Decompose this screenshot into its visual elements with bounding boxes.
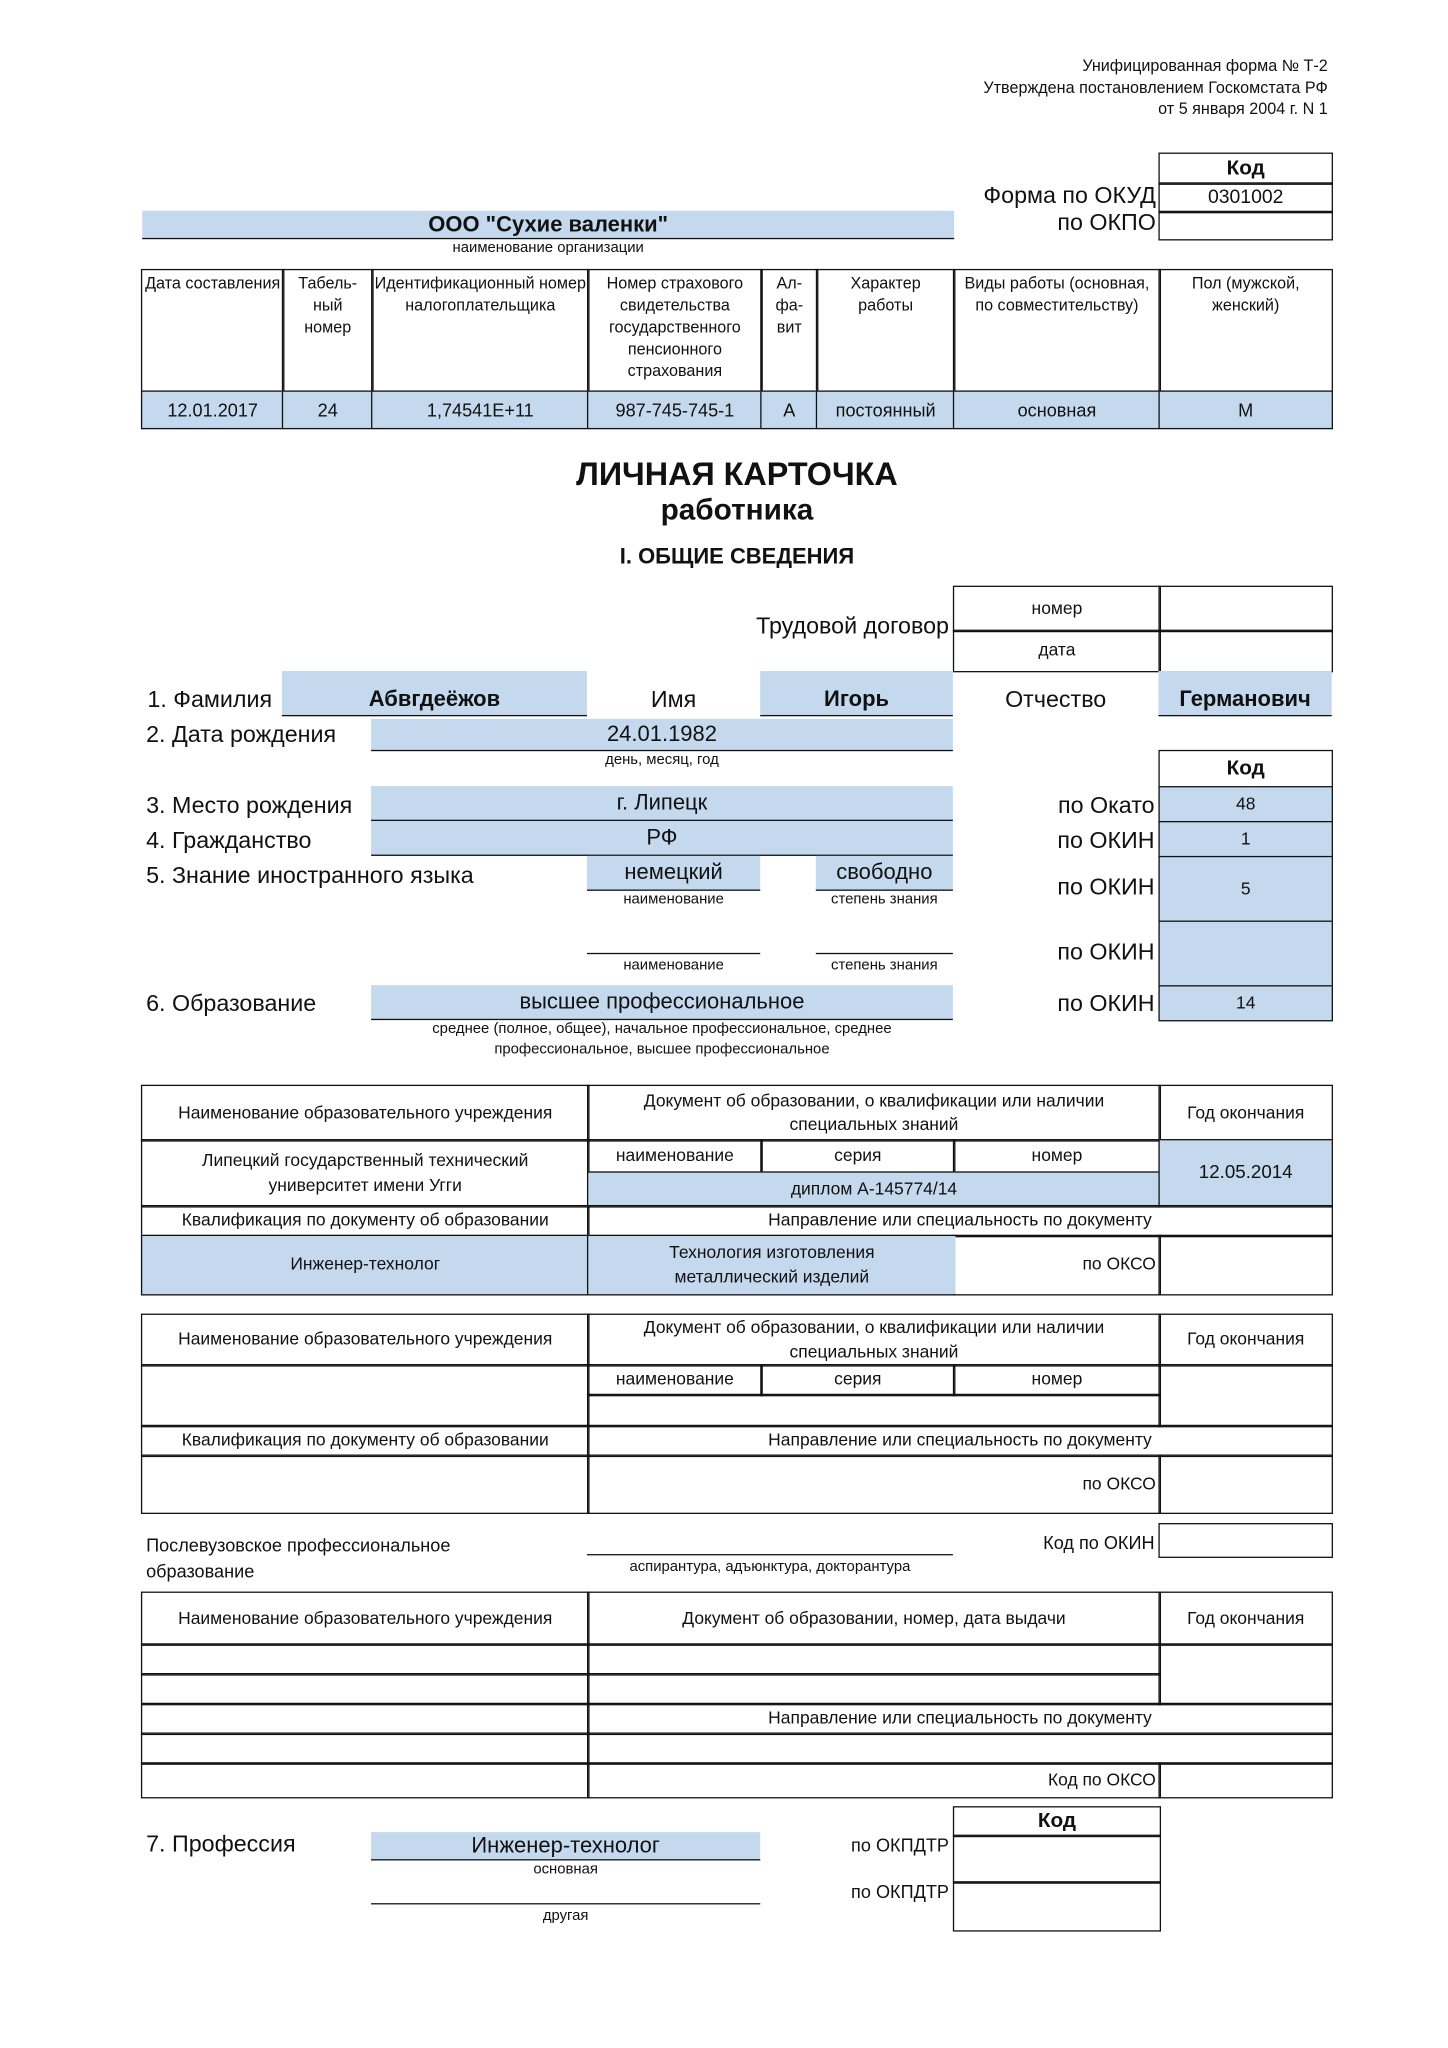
pg-okso-code[interactable] — [1158, 1762, 1333, 1798]
pg-row4-left[interactable] — [141, 1732, 590, 1764]
postgrad-field[interactable] — [587, 1554, 953, 1555]
surname-label: 1. Фамилия — [147, 686, 273, 713]
edu2-okso-label: по ОКСО — [587, 1455, 1161, 1514]
language-okin-label: по ОКИН — [1057, 874, 1155, 900]
edu1-header-institution: Наименование образовательного учреждения — [141, 1085, 590, 1142]
okpo-label: по ОКПО — [1057, 209, 1156, 236]
edu1-header-qualification: Квалификация по документу об образовании — [141, 1205, 590, 1237]
birthplace-field[interactable]: г. Липецк — [371, 786, 953, 821]
edu1-sub-number: номер — [953, 1139, 1161, 1174]
edu2-year[interactable] — [1158, 1364, 1333, 1427]
language-label: 5. Знание иностранного языка — [146, 862, 474, 889]
pg-header-institution: Наименование образовательного учреждения — [141, 1592, 590, 1646]
edu1-qualification[interactable]: Инженер-технолог — [141, 1235, 590, 1296]
header-snils: Номер страхового свидетельства государственного пенсионного страхования — [587, 269, 763, 393]
postgrad-label-line1: Послевузовское профессиональное — [146, 1534, 451, 1556]
profession-main-field[interactable]: Инженер-технолог — [371, 1832, 760, 1860]
citizenship-label: 4. Гражданство — [146, 827, 312, 854]
organization-caption: наименование организации — [452, 240, 644, 256]
edu2-institution[interactable] — [141, 1364, 590, 1427]
pg-year[interactable] — [1158, 1643, 1333, 1705]
form-approval-note — [983, 56, 1327, 120]
value-inn[interactable]: 1,74541E+11 — [371, 390, 590, 429]
postgrad-okin-label: Код по ОКИН — [1043, 1532, 1155, 1553]
education-label: 6. Образование — [146, 990, 317, 1017]
okpdtr-code-2[interactable] — [953, 1881, 1161, 1931]
okpdtr-label-2: по ОКПДТР — [851, 1881, 949, 1902]
name-field[interactable]: Игорь — [760, 671, 953, 716]
value-gender[interactable]: М — [1158, 390, 1333, 429]
pg-row1-document[interactable] — [587, 1643, 1161, 1675]
header-gender: Пол (мужской, женский) — [1158, 269, 1333, 393]
card-title: ЛИЧНАЯ КАРТОЧКА — [576, 456, 898, 493]
edu2-header-institution: Наименование образовательного учреждения — [141, 1314, 590, 1367]
contract-number[interactable] — [1158, 586, 1333, 633]
profession-label: 7. Профессия — [146, 1830, 296, 1857]
postgrad-caption: аспирантура, адъюнктура, докторантура — [629, 1559, 911, 1575]
postgrad-okin-code[interactable] — [1158, 1523, 1333, 1558]
patronymic-field[interactable]: Германович — [1158, 671, 1331, 716]
header-work-character: Характер работы — [816, 269, 956, 393]
edu2-sub-series: серия — [760, 1364, 955, 1396]
education-caption-2: профессиональное, высшее профессиональное — [494, 1042, 830, 1058]
profession-main-caption: основная — [533, 1861, 598, 1878]
pg-header-year: Год окончания — [1158, 1592, 1333, 1646]
edu1-specialty[interactable]: Технология изготовления металлический изделий — [587, 1235, 955, 1296]
edu1-institution[interactable]: Липецкий государственный технический университет имени Угги — [141, 1139, 590, 1208]
pg-row2-document[interactable] — [587, 1673, 1161, 1705]
okpo-code[interactable] — [1158, 211, 1333, 241]
okato-code[interactable]: 48 — [1158, 786, 1333, 823]
citizenship-code[interactable]: 1 — [1158, 821, 1333, 858]
edu2-okso-code[interactable] — [1158, 1455, 1333, 1514]
okpdtr-label-1: по ОКПДТР — [851, 1834, 949, 1856]
edu2-document[interactable] — [587, 1394, 1161, 1428]
language2-name-caption: наименование — [623, 958, 724, 974]
header-inn: Идентификационный номер налогоплательщика — [371, 269, 590, 393]
edu1-okso-code[interactable] — [1158, 1235, 1333, 1296]
language-name-caption: наименование — [623, 892, 724, 908]
header-tab-number: Табель-ный номер — [282, 269, 374, 393]
language-level-caption: степень знания — [831, 892, 938, 908]
approval-date: от 5 января 2004 г. N 1 — [1158, 99, 1328, 118]
pg-row1-institution[interactable] — [141, 1643, 590, 1675]
pg-okso-label: Код по ОКСО — [587, 1762, 1161, 1798]
edu1-header-year: Год окончания — [1158, 1085, 1333, 1142]
profession-other-caption: другая — [542, 1908, 589, 1924]
patronymic-label: Отчество — [1005, 686, 1107, 713]
education-caption-1: среднее (полное, общее), начальное профессиональное, среднее — [432, 1021, 892, 1037]
pg-row5-left[interactable] — [141, 1762, 590, 1798]
value-work-character[interactable]: постоянный — [816, 390, 956, 429]
education-okin-label: по ОКИН — [1057, 990, 1155, 1017]
header-date: Дата составления — [141, 269, 285, 393]
edu2-qualification[interactable] — [141, 1455, 590, 1514]
okato-label: по Окато — [1057, 792, 1155, 819]
language2-name-line[interactable] — [587, 953, 760, 954]
citizenship-field[interactable]: РФ — [371, 821, 953, 856]
language2-code[interactable] — [1158, 921, 1333, 988]
edu1-sub-name: наименование — [587, 1139, 763, 1174]
edu2-header-year: Год окончания — [1158, 1314, 1333, 1367]
okpdtr-code-1[interactable] — [953, 1835, 1161, 1884]
postgrad-label — [146, 1532, 450, 1584]
okud-code: 0301002 — [1158, 182, 1333, 213]
pg-row3-left[interactable] — [141, 1703, 590, 1735]
okud-label: Форма по ОКУД — [983, 182, 1156, 209]
contract-date[interactable] — [1158, 630, 1333, 673]
value-tab-number[interactable]: 24 — [282, 390, 374, 429]
education-code[interactable]: 14 — [1158, 985, 1333, 1021]
name-label: Имя — [650, 686, 697, 713]
language1-code[interactable]: 5 — [1158, 856, 1333, 923]
pg-specialty[interactable] — [587, 1732, 1333, 1764]
edu1-okso-label: по ОКСО — [953, 1235, 1161, 1296]
contract-date-label: дата — [953, 630, 1161, 673]
header-work-type: Виды работы (основная, по совместительству) — [953, 269, 1161, 393]
language-level-field[interactable]: свободно — [816, 856, 953, 891]
pg-header-document: Документ об образовании, номер, дата выдачи — [587, 1592, 1161, 1646]
language2-level-line[interactable] — [816, 953, 953, 954]
surname-field[interactable]: Абвгдеёжов — [282, 671, 587, 716]
approval-line: Утверждена постановлением Госкомстата РФ — [983, 78, 1328, 97]
section-title: I. ОБЩИЕ СВЕДЕНИЯ — [619, 544, 855, 569]
code-header: Код — [1158, 153, 1333, 185]
edu2-sub-number: номер — [953, 1364, 1161, 1396]
profession-other-field[interactable] — [371, 1903, 760, 1904]
pg-header-specialty: Направление или специальность по документу — [587, 1703, 1333, 1735]
birth-label: 2. Дата рождения — [146, 721, 337, 748]
value-work-type[interactable]: основная — [953, 390, 1161, 429]
value-alphabet[interactable]: А — [760, 390, 818, 429]
language-name-field[interactable]: немецкий — [587, 856, 760, 891]
edu2-sub-name: наименование — [587, 1364, 763, 1396]
birth-date-field[interactable]: 24.01.1982 — [371, 719, 953, 751]
edu1-header-specialty: Направление или специальность по документу — [587, 1205, 1333, 1237]
organization-name[interactable]: ООО "Сухие валенки" — [142, 211, 954, 239]
birthplace-label: 3. Место рождения — [146, 792, 353, 819]
value-snils[interactable]: 987-745-745-1 — [587, 390, 763, 429]
header-alphabet: Ал-фа-вит — [760, 269, 818, 393]
postgrad-label-line2: образование — [146, 1560, 255, 1582]
form-number: Унифицированная форма № Т-2 — [1082, 56, 1328, 75]
edu1-header-document: Документ об образовании, о квалификации или наличии специальных знаний — [587, 1085, 1161, 1142]
edu2-header-qualification: Квалификация по документу об образовании — [141, 1425, 590, 1457]
card-subtitle: работника — [660, 492, 814, 527]
edu2-header-specialty: Направление или специальность по документу — [587, 1425, 1333, 1457]
person-code-header: Код — [1158, 750, 1333, 789]
citizenship-okin-label: по ОКИН — [1057, 827, 1155, 854]
pg-row2-institution[interactable] — [141, 1673, 590, 1705]
value-date[interactable]: 12.01.2017 — [141, 390, 285, 429]
education-field[interactable]: высшее профессиональное — [371, 985, 953, 1020]
edu2-header-document: Документ об образовании, о квалификации или наличии специальных знаний — [587, 1314, 1161, 1367]
birth-caption: день, месяц, год — [605, 752, 719, 768]
language2-level-caption: степень знания — [831, 958, 938, 974]
contract-label: Трудовой договор — [756, 612, 949, 639]
edu1-document[interactable]: диплом А-145774/14 — [587, 1171, 1161, 1207]
contract-number-label: номер — [953, 586, 1161, 633]
profession-code-header: Код — [953, 1806, 1161, 1837]
edu1-sub-series: серия — [760, 1139, 955, 1174]
language2-okin-label: по ОКИН — [1057, 938, 1155, 965]
edu1-year[interactable]: 12.05.2014 — [1158, 1139, 1333, 1208]
